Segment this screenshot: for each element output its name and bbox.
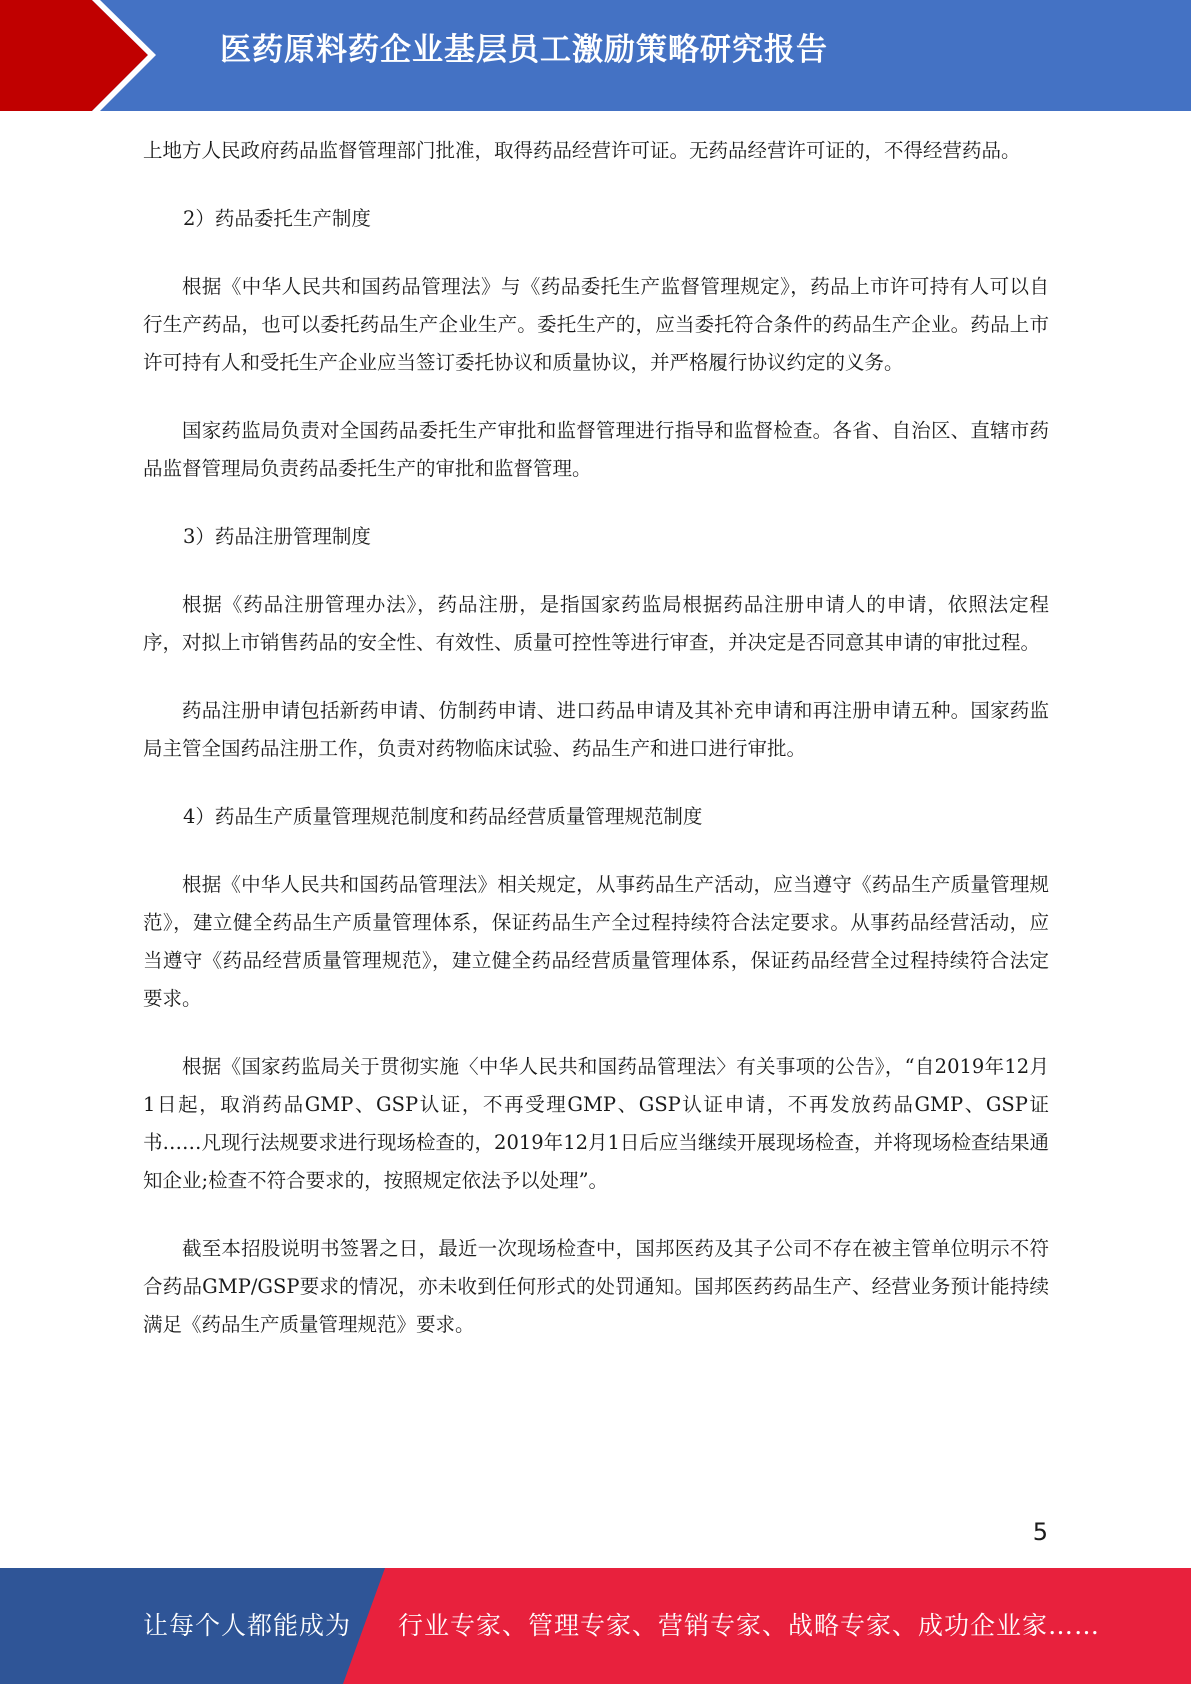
section-heading-drug-registration: 3）药品注册管理制度 <box>183 525 371 548</box>
document-body <box>143 132 1049 1374</box>
document-title: 医药原料药企业基层员工激励策略研究报告 <box>220 32 828 68</box>
page-number: 5 <box>1032 1518 1048 1546</box>
header-banner <box>0 0 1191 111</box>
paragraph-entrusted-production-law: 根据《中华人民共和国药品管理法》与《药品委托生产监督管理规定》，药品上市许可持有人可以自行生产药品，也可以委托药品生产企业生产。委托生产的，应当委托符合条件的药品生产企业。药品上市许可持有人和受托生产企业应当签订委托协议和质量协议，并严格履行协议约定的义务。 <box>143 275 1049 374</box>
header-chevron-decoration <box>0 0 200 111</box>
paragraph-gmp-gsp-law: 根据《中华人民共和国药品管理法》相关规定，从事药品生产活动，应当遵守《药品生产质量管理规范》，建立健全药品生产质量管理体系，保证药品生产全过程持续符合法定要求。从事药品经营活动，应当遵守《药品经营质量管理规范》，建立健全药品经营质量管理体系，保证药品经营全过程持续符合法定要求。 <box>143 873 1049 1010</box>
section-heading-gmp-gsp: 4）药品生产质量管理规范制度和药品经营质量管理规范制度 <box>183 805 703 828</box>
paragraph-entrusted-production-supervision: 国家药监局负责对全国药品委托生产审批和监督管理进行指导和监督检查。各省、自治区、直辖市药品监督管理局负责药品委托生产的审批和监督管理。 <box>143 419 1049 480</box>
paragraph-registration-definition: 根据《药品注册管理办法》，药品注册，是指国家药监局根据药品注册申请人的申请，依照法定程序，对拟上市销售药品的安全性、有效性、质量可控性等进行审查，并决定是否同意其申请的审批过程。 <box>143 593 1049 654</box>
paragraph-gmp-gsp-announcement: 根据《国家药监局关于贯彻实施〈中华人民共和国药品管理法〉有关事项的公告》，“自2019年12月1日起，取消药品GMP、GSP认证，不再受理GMP、GSP认证申请，不再发放药品GMP、GSP证书……凡现行法规要求进行现场检查的，2019年12月1日后应当继续开展现场检查，并将现场检查结果通知企业;检查不符合要求的，按照规定依法予以处理”。 <box>143 1055 1049 1192</box>
paragraph-license-continuation: 上地方人民政府药品监督管理部门批准，取得药品经营许可证。无药品经营许可证的，不得经营药品。 <box>143 139 1021 162</box>
footer-banner <box>0 1568 1191 1684</box>
paragraph-registration-types: 药品注册申请包括新药申请、仿制药申请、进口药品申请及其补充申请和再注册申请五种。国家药监局主管全国药品注册工作，负责对药物临床试验、药品生产和进口进行审批。 <box>143 699 1049 760</box>
section-heading-entrusted-production: 2）药品委托生产制度 <box>183 207 371 230</box>
paragraph-inspection-status: 截至本招股说明书签署之日，最近一次现场检查中，国邦医药及其子公司不存在被主管单位明示不符合药品GMP/GSP要求的情况，亦未收到任何形式的处罚通知。国邦医药药品生产、经营业务预计能持续满足《药品生产质量管理规范》要求。 <box>143 1237 1049 1336</box>
footer-slogan-right: 行业专家、管理专家、营销专家、战略专家、成功企业家…… <box>398 1611 1101 1640</box>
footer-slogan-left: 让每个人都能成为 <box>143 1611 352 1640</box>
